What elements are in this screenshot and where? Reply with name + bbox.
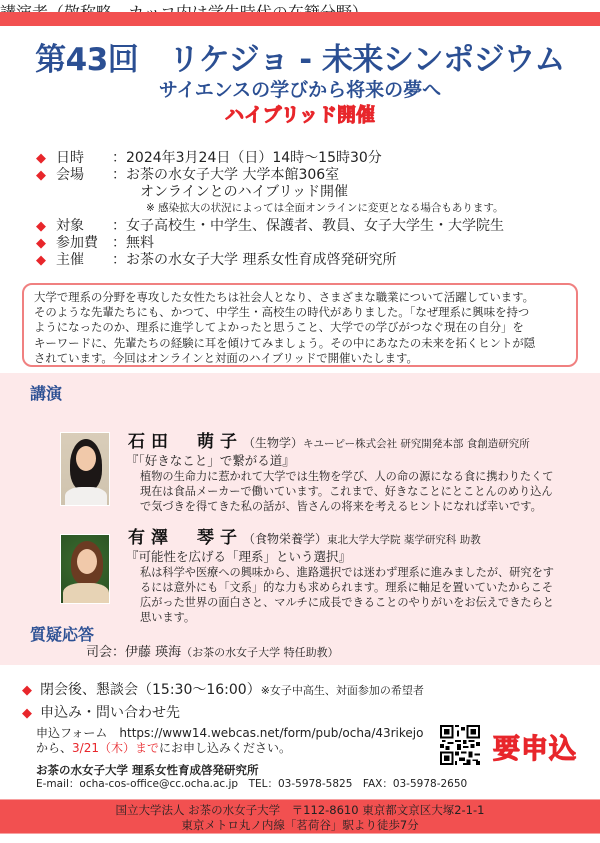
speaker-name: 石田 萌子 bbox=[128, 432, 243, 452]
contact-heading-row bbox=[22, 703, 180, 723]
desc-line: るには意外にも「文系」的な力も求められます。理系に軸足を置いていたからこそ bbox=[140, 581, 554, 594]
footer-address: 国立大学法人 お茶の水女子大学 〒112-8610 東京都文京区大塚2-1-1 bbox=[115, 803, 485, 817]
page-subtitle: サイエンスの学びから将来の夢へ bbox=[158, 79, 442, 101]
speaker-info bbox=[128, 528, 588, 625]
speaker-photo bbox=[60, 534, 110, 604]
footer-access: 東京メトロ丸ノ内線「茗荷谷」駅より徒歩7分 bbox=[181, 818, 419, 832]
desc-line: 私は科学や医療への興味から、進路選択では迷わず理系に進みましたが、研究をす bbox=[140, 566, 554, 579]
speaker-field: （食物栄養学） bbox=[243, 532, 328, 546]
top-accent-bar bbox=[0, 12, 600, 26]
footer-address-bar bbox=[0, 799, 600, 834]
qa-heading: 質疑応答 bbox=[30, 625, 95, 644]
desc-line: 植物の生命力に惹かれて大学では生物を学び、人の命の源になる食に携わりたくて bbox=[140, 470, 554, 483]
diamond-bullet-icon: ◆ bbox=[36, 253, 46, 268]
talk-description bbox=[128, 469, 588, 514]
info-label: 対象 bbox=[56, 218, 84, 234]
diamond-bullet-icon: ◆ bbox=[36, 219, 46, 234]
moderator-affiliation: （お茶の水女子大学 特任助教） bbox=[181, 646, 339, 659]
info-label: 会場 bbox=[56, 167, 84, 183]
speaker-photo bbox=[60, 432, 110, 506]
info-row-target bbox=[36, 218, 576, 235]
info-value: 無料 bbox=[126, 235, 154, 251]
info-row-venue bbox=[36, 167, 576, 184]
info-colon: ： bbox=[112, 167, 126, 183]
qa-moderator bbox=[86, 641, 339, 660]
diamond-bullet-icon: ◆ bbox=[36, 236, 46, 251]
speaker-affiliation: キユーピー株式会社 研究開発本部 食創造研究所 bbox=[303, 438, 530, 450]
diamond-bullet-icon: ◆ bbox=[36, 151, 46, 166]
speaker-affiliation: 東北大学大学院 薬学研究科 助教 bbox=[327, 534, 481, 546]
info-value: 2024年3月24日（日）14時～15時30分 bbox=[126, 150, 382, 166]
venue-hybrid-note: オンラインとのハイブリッド開催 bbox=[140, 184, 349, 200]
speaker-header bbox=[128, 432, 588, 452]
deadline-suffix: にお申し込みください。 bbox=[158, 741, 291, 755]
event-info bbox=[36, 150, 576, 269]
organizer-contact bbox=[36, 763, 467, 791]
info-value: 女子高校生・中学生、保護者、教員、女子大学生・大学院生 bbox=[126, 218, 504, 234]
diamond-bullet-icon: ◆ bbox=[36, 168, 46, 183]
info-colon: ： bbox=[112, 235, 126, 251]
speaker-header bbox=[128, 528, 588, 548]
speaker-name: 有澤 琴子 bbox=[128, 528, 243, 548]
diamond-bullet-icon: ◆ bbox=[22, 683, 32, 698]
info-label: 参加費 bbox=[56, 235, 98, 251]
info-row-datetime bbox=[36, 150, 576, 167]
desc-line: 広がった世界の面白さと、マルチに成長できることのやりがいをお伝えできたらと bbox=[140, 596, 554, 609]
lecture-heading: 講演 bbox=[30, 384, 63, 403]
intro-line: ようになったのか、理系に進学してよかったと思うこと、大学での学びがつなぐ現在の自分」を bbox=[34, 320, 524, 335]
talk-title: 『可能性を広げる「理系」という選択』 bbox=[126, 549, 352, 564]
registration-required-label: 要申込 bbox=[493, 734, 577, 765]
application-info bbox=[36, 726, 423, 756]
social-note: ※女子中高生、対面参加の希望者 bbox=[260, 684, 424, 697]
deadline-date: 3/21（木）まで bbox=[72, 741, 159, 755]
moderator-name: 司会：伊藤 瑛海 bbox=[86, 645, 182, 660]
organizer-name: お茶の水女子大学 理系女性育成啓発研究所 bbox=[36, 763, 259, 777]
info-colon: ： bbox=[112, 150, 126, 166]
contact-details: E-mail：ocha-cos-office@cc.ocha.ac.jp TEL：03-5978-5825 FAX：03-5978-2650 bbox=[36, 778, 468, 790]
info-colon: ： bbox=[112, 218, 126, 234]
info-colon: ： bbox=[112, 252, 126, 268]
info-row-organizer bbox=[36, 252, 576, 269]
intro-line: キーワードに、先輩たちの経験に耳を傾けてみましょう。その中にあなたの未来を拓くヒントが隠 bbox=[34, 335, 536, 350]
talk-description bbox=[128, 565, 588, 625]
application-form-link[interactable]: 申込フォーム https://www14.webcas.net/form/pub/ocha/43rikejo bbox=[36, 726, 424, 740]
info-label: 日時 bbox=[56, 150, 84, 166]
social-text: 閉会後、懇談会（15:30～16:00） bbox=[40, 682, 261, 698]
venue-caution-note: ※ 感染拡大の状況によっては全面オンラインに変更となる場合もあります。 bbox=[146, 202, 504, 214]
deadline-prefix: から、 bbox=[36, 741, 73, 755]
talk-title: 『「好きなこと」で繋がる道』 bbox=[126, 453, 295, 468]
desc-line: で気づきを得てきた私の話が、皆さんの将来を考えるヒントになれば幸いです。 bbox=[140, 500, 542, 513]
speaker-field: （生物学） bbox=[243, 436, 304, 450]
hybrid-label: ハイブリッド開催 bbox=[225, 104, 375, 126]
info-label: 主催 bbox=[56, 252, 84, 268]
social-gathering bbox=[22, 680, 424, 700]
intro-line: されています。今回はオンラインと対面のハイブリッドで開催いたします。 bbox=[34, 350, 418, 365]
info-value: お茶の水女子大学 理系女性育成啓発研究所 bbox=[126, 252, 397, 268]
desc-line: 思います。 bbox=[140, 611, 196, 624]
intro-line: そのような先輩たちにも、かつて、中学生・高校生の時代がありました。「なぜ理系に興味を持つ bbox=[34, 305, 530, 320]
info-row-fee bbox=[36, 235, 576, 252]
diamond-bullet-icon: ◆ bbox=[22, 706, 32, 721]
qr-code-icon[interactable] bbox=[440, 725, 480, 765]
intro-line: 大学で理系の分野を専攻した女性たちは社会人となり、さまざまな職業について活躍しています。 bbox=[34, 290, 535, 304]
application-deadline-line bbox=[36, 741, 423, 756]
info-value: お茶の水女子大学 大学本館306室 bbox=[126, 167, 340, 183]
desc-line: 現在は食品メーカーで働いています。これまで、好きなことにとことんのめり込ん bbox=[140, 485, 553, 498]
page-title: 第43回 リケジョ - 未来シンポジウム bbox=[35, 42, 565, 78]
speaker-info bbox=[128, 432, 588, 514]
contact-heading: 申込み・問い合わせ先 bbox=[40, 705, 180, 721]
intro-box bbox=[22, 283, 578, 367]
